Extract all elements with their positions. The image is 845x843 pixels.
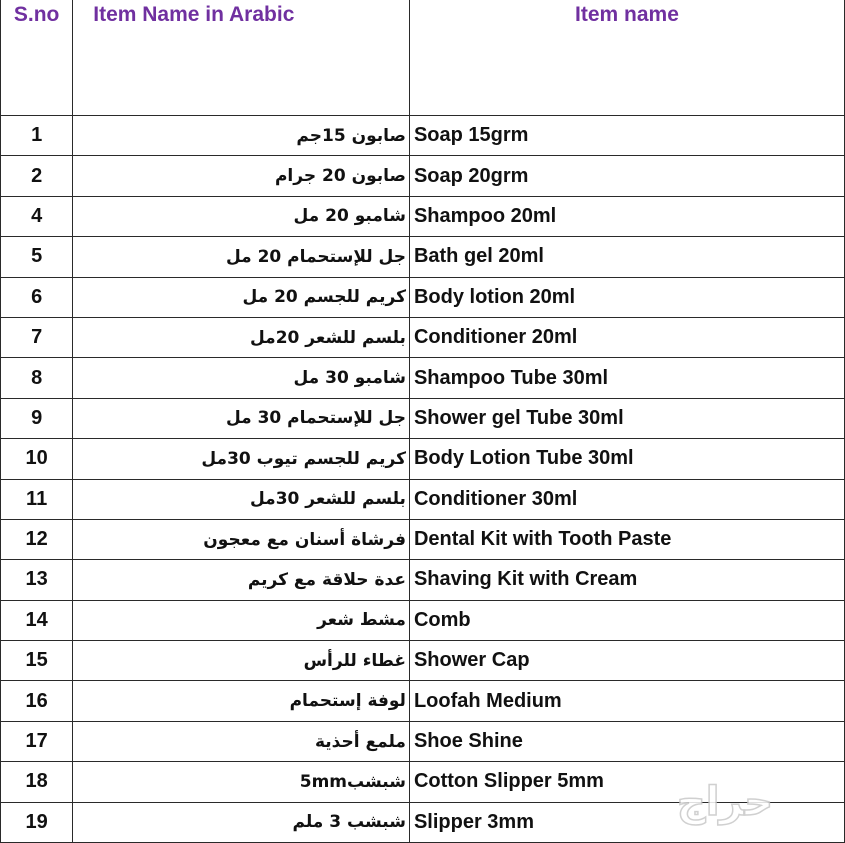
- cell-sno[interactable]: 18: [1, 762, 73, 802]
- cell-item-name[interactable]: Shower Cap: [409, 641, 844, 681]
- cell-sno[interactable]: 16: [1, 681, 73, 721]
- cell-item-name[interactable]: Body lotion 20ml: [409, 277, 844, 317]
- table-row: [1, 762, 845, 802]
- cell-item-name[interactable]: Shoe Shine: [409, 721, 844, 761]
- table-row: [1, 156, 845, 196]
- table-row: [1, 721, 845, 761]
- cell-arabic-name[interactable]: مشط شعر: [73, 600, 410, 640]
- cell-arabic-name[interactable]: بلسم للشعر 20مل: [73, 317, 410, 357]
- cell-arabic-name[interactable]: غطاء للرأس: [73, 641, 410, 681]
- table-row: [1, 479, 845, 519]
- table-body: [1, 116, 845, 843]
- cell-arabic-name[interactable]: شامبو 20 مل: [73, 196, 410, 236]
- table-row: [1, 196, 845, 236]
- table-row: [1, 802, 845, 842]
- cell-sno[interactable]: 7: [1, 317, 73, 357]
- cell-arabic-name[interactable]: صابون 15جم: [73, 116, 410, 156]
- table-row: [1, 439, 845, 479]
- cell-arabic-name[interactable]: كريم للجسم 20 مل: [73, 277, 410, 317]
- header-item-name[interactable]: Item name: [409, 0, 844, 116]
- cell-arabic-name[interactable]: صابون 20 جرام: [73, 156, 410, 196]
- table-row: [1, 519, 845, 559]
- table-row: [1, 277, 845, 317]
- cell-arabic-name[interactable]: جل للإستحمام 20 مل: [73, 237, 410, 277]
- svg-text:حراج: حراج: [676, 779, 774, 825]
- cell-item-name[interactable]: Body Lotion Tube 30ml: [409, 439, 844, 479]
- cell-sno[interactable]: 11: [1, 479, 73, 519]
- cell-arabic-name[interactable]: شبشب5mm: [73, 762, 410, 802]
- cell-item-name[interactable]: Shower gel Tube 30ml: [409, 398, 844, 438]
- cell-item-name[interactable]: Conditioner 30ml: [409, 479, 844, 519]
- cell-arabic-name[interactable]: شامبو 30 مل: [73, 358, 410, 398]
- cell-item-name[interactable]: Shaving Kit with Cream: [409, 560, 844, 600]
- cell-arabic-name[interactable]: لوفة إستحمام: [73, 681, 410, 721]
- header-sno[interactable]: S.no: [1, 0, 73, 116]
- cell-sno[interactable]: 6: [1, 277, 73, 317]
- cell-sno[interactable]: 12: [1, 519, 73, 559]
- cell-arabic-name[interactable]: بلسم للشعر 30مل: [73, 479, 410, 519]
- cell-item-name[interactable]: Slipper 3mm: [409, 802, 844, 842]
- cell-sno[interactable]: 15: [1, 641, 73, 681]
- cell-arabic-name[interactable]: عدة حلاقة مع كريم: [73, 560, 410, 600]
- cell-item-name[interactable]: Cotton Slipper 5mm: [409, 762, 844, 802]
- table-row: [1, 237, 845, 277]
- cell-arabic-name[interactable]: جل للإستحمام 30 مل: [73, 398, 410, 438]
- table-row: [1, 641, 845, 681]
- cell-item-name[interactable]: Shampoo Tube 30ml: [409, 358, 844, 398]
- cell-item-name[interactable]: Dental Kit with Tooth Paste: [409, 519, 844, 559]
- cell-item-name[interactable]: Conditioner 20ml: [409, 317, 844, 357]
- table-row: [1, 560, 845, 600]
- cell-item-name[interactable]: Loofah Medium: [409, 681, 844, 721]
- cell-sno[interactable]: 9: [1, 398, 73, 438]
- table-row: [1, 600, 845, 640]
- cell-arabic-name[interactable]: ملمع أحذية: [73, 721, 410, 761]
- table-row: [1, 317, 845, 357]
- table-row: [1, 116, 845, 156]
- table-row: [1, 358, 845, 398]
- cell-item-name[interactable]: Bath gel 20ml: [409, 237, 844, 277]
- cell-item-name[interactable]: Soap 15grm: [409, 116, 844, 156]
- cell-sno[interactable]: 2: [1, 156, 73, 196]
- cell-sno[interactable]: 19: [1, 802, 73, 842]
- cell-sno[interactable]: 13: [1, 560, 73, 600]
- cell-sno[interactable]: 10: [1, 439, 73, 479]
- cell-arabic-name[interactable]: فرشاة أسنان مع معجون: [73, 519, 410, 559]
- table-row: [1, 681, 845, 721]
- cell-arabic-name[interactable]: شبشب 3 ملم: [73, 802, 410, 842]
- cell-sno[interactable]: 1: [1, 116, 73, 156]
- table-row: [1, 398, 845, 438]
- cell-item-name[interactable]: Comb: [409, 600, 844, 640]
- cell-sno[interactable]: 8: [1, 358, 73, 398]
- header-arabic-name[interactable]: Item Name in Arabic: [73, 0, 410, 116]
- cell-item-name[interactable]: Shampoo 20ml: [409, 196, 844, 236]
- cell-arabic-name[interactable]: كريم للجسم تيوب 30مل: [73, 439, 410, 479]
- cell-sno[interactable]: 14: [1, 600, 73, 640]
- header-row: [1, 0, 845, 116]
- cell-sno[interactable]: 17: [1, 721, 73, 761]
- cell-sno[interactable]: 5: [1, 237, 73, 277]
- cell-item-name[interactable]: Soap 20grm: [409, 156, 844, 196]
- cell-sno[interactable]: 4: [1, 196, 73, 236]
